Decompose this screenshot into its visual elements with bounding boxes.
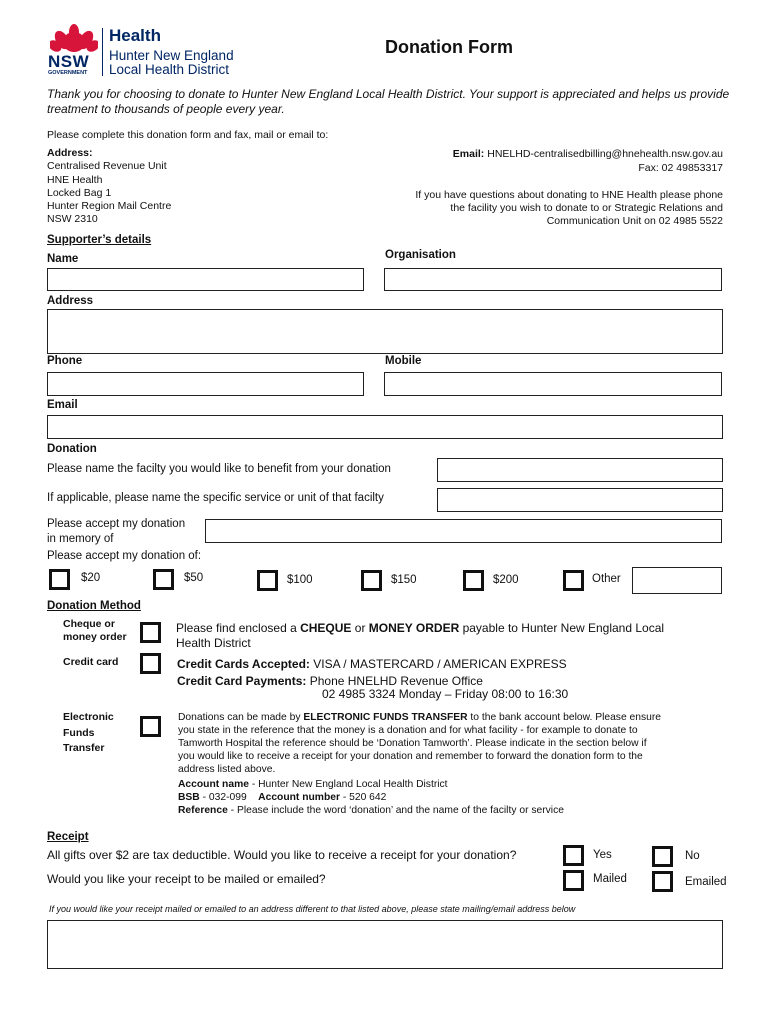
no-label: No bbox=[685, 850, 700, 862]
organisation-label: Organisation bbox=[385, 249, 456, 261]
address-label: Address bbox=[47, 295, 94, 307]
receipt-question: All gifts over $2 are tax deductible. Would you like to receive a receipt for your donation? bbox=[47, 848, 517, 862]
facility-field[interactable] bbox=[437, 458, 723, 482]
receipt-mailed-checkbox[interactable] bbox=[563, 870, 584, 891]
page-title: Donation Form bbox=[385, 37, 513, 57]
email-label: Email: bbox=[452, 148, 485, 160]
address-line: Locked Bag 1 bbox=[47, 187, 112, 199]
phone-field[interactable] bbox=[47, 372, 364, 396]
amount-label: $50 bbox=[184, 572, 204, 584]
contact-fax: Fax: 02 49853317 bbox=[638, 162, 723, 174]
amount-100-checkbox[interactable] bbox=[257, 570, 278, 591]
address-line: Hunter Region Mail Centre bbox=[47, 200, 172, 212]
email-address[interactable]: HNELHD-centralisedbilling@hnehealth.nsw.gov.au bbox=[487, 148, 723, 160]
eft-checkbox[interactable] bbox=[140, 716, 161, 737]
amount-200-checkbox[interactable] bbox=[463, 570, 484, 591]
org-line2: Local Health District bbox=[109, 62, 230, 77]
receipt-delivery-question: Would you like your receipt to be mailed or emailed? bbox=[47, 872, 326, 886]
contact-questions: the facility you wish to donate to or Strategic Relations and bbox=[450, 202, 723, 214]
amount-prompt: Please accept my donation of: bbox=[47, 550, 202, 562]
amount-20-checkbox[interactable] bbox=[49, 569, 70, 590]
supporter-heading: Supporter’s details bbox=[47, 234, 152, 246]
contact-email bbox=[453, 148, 723, 160]
service-field[interactable] bbox=[437, 488, 723, 512]
address-line: NSW 2310 bbox=[47, 213, 98, 225]
card-payments-hours: 02 4985 3324 Monday – Friday 08:00 to 16:30 bbox=[322, 687, 569, 701]
contact-questions: If you have questions about donating to HNE Health please phone bbox=[415, 189, 723, 201]
address-field[interactable] bbox=[47, 309, 723, 354]
card-payments: Credit Card Payments: Phone HNELHD Revenue Office bbox=[177, 674, 483, 688]
cheque-text: Health District bbox=[176, 636, 251, 650]
credit-label: Credit card bbox=[63, 656, 119, 668]
contact-questions: Communication Unit on 02 4985 5522 bbox=[546, 215, 723, 227]
cheque-label: money order bbox=[63, 631, 127, 643]
donation-heading: Donation bbox=[47, 443, 97, 455]
receipt-yes-checkbox[interactable] bbox=[563, 845, 584, 866]
email-field[interactable] bbox=[47, 415, 723, 439]
service-prompt: If applicable, please name the specific service or unit of that facilty bbox=[47, 492, 384, 504]
alternate-address-field[interactable] bbox=[47, 920, 723, 969]
receipt-emailed-checkbox[interactable] bbox=[652, 871, 673, 892]
other-amount-field[interactable] bbox=[632, 567, 722, 594]
facility-prompt: Please name the facilty you would like to benefit from your donation bbox=[47, 463, 391, 475]
emailed-label: Emailed bbox=[685, 876, 727, 888]
name-field[interactable] bbox=[47, 268, 364, 291]
waratah-icon bbox=[50, 24, 98, 54]
receipt-note: If you would like your receipt mailed or emailed to an address different to that listed above, please state mailing/email address below bbox=[49, 904, 576, 914]
memory-prompt: in memory of bbox=[47, 533, 114, 545]
address-line: Centralised Revenue Unit bbox=[47, 160, 167, 172]
phone-label: Phone bbox=[47, 355, 83, 367]
amount-label: $200 bbox=[493, 574, 519, 586]
eft-text: Donations can be made by ELECTRONIC FUNDS TRANSFER to the bank account below. Please ensure you state in the reference that the money is a donation and for what facility - for example to donate to Tamworth Hospital the reference should be ‘Donation Tamworth’. Please indicate in the section below if you would like to receive a receipt for your donation and remember to forward the donation form to the address listed above. Account name - Hunter New England Local Health District BSB - 032-099 Account number - 520 642 Reference - Please include the word ‘donation’ and the name of the facilty or service bbox=[178, 712, 662, 816]
eft-label: Funds bbox=[63, 727, 95, 739]
nsw-wordmark: NSW bbox=[48, 52, 90, 71]
instructions: Please complete this donation form and fax, mail or email to: bbox=[47, 129, 329, 141]
yes-label: Yes bbox=[593, 849, 612, 861]
method-heading: Donation Method bbox=[47, 600, 141, 612]
memory-field[interactable] bbox=[205, 519, 722, 543]
receipt-no-checkbox[interactable] bbox=[652, 846, 673, 867]
cheque-checkbox[interactable] bbox=[140, 622, 161, 643]
organisation-field[interactable] bbox=[384, 268, 722, 291]
logo-divider bbox=[102, 28, 103, 76]
cards-accepted: Credit Cards Accepted: VISA / MASTERCARD / AMERICAN EXPRESS bbox=[177, 657, 567, 671]
intro-text: Thank you for choosing to donate to Hunter New England Local Health District. Your support is appreciated and helps us provide treatment to thousands of people every year. bbox=[47, 87, 730, 116]
amount-label: Other bbox=[592, 573, 621, 585]
org-line1: Hunter New England bbox=[109, 48, 234, 63]
mailed-label: Mailed bbox=[593, 873, 627, 885]
amount-50-checkbox[interactable] bbox=[153, 569, 174, 590]
memory-prompt: Please accept my donation bbox=[47, 518, 186, 530]
cheque-label: Cheque or bbox=[63, 618, 115, 630]
receipt-heading: Receipt bbox=[47, 831, 89, 843]
amount-label: $20 bbox=[81, 572, 101, 584]
org-title: Health bbox=[109, 26, 161, 45]
amount-label: $100 bbox=[287, 574, 313, 586]
amount-label: $150 bbox=[391, 574, 417, 586]
nsw-health-logo bbox=[46, 24, 246, 80]
email-label: Email bbox=[47, 399, 78, 411]
mobile-field[interactable] bbox=[384, 372, 722, 396]
name-label: Name bbox=[47, 253, 79, 265]
address-heading: Address: bbox=[47, 147, 93, 159]
mobile-label: Mobile bbox=[385, 355, 422, 367]
cheque-text: Please find enclosed a CHEQUE or MONEY ORDER payable to Hunter New England Local bbox=[176, 621, 665, 635]
government-wordmark: GOVERNMENT bbox=[48, 70, 88, 76]
credit-card-checkbox[interactable] bbox=[140, 653, 161, 674]
amount-other-checkbox[interactable] bbox=[563, 570, 584, 591]
amount-150-checkbox[interactable] bbox=[361, 570, 382, 591]
eft-label: Electronic bbox=[63, 711, 114, 723]
address-line: HNE Health bbox=[47, 174, 103, 186]
eft-label: Transfer bbox=[63, 742, 105, 754]
